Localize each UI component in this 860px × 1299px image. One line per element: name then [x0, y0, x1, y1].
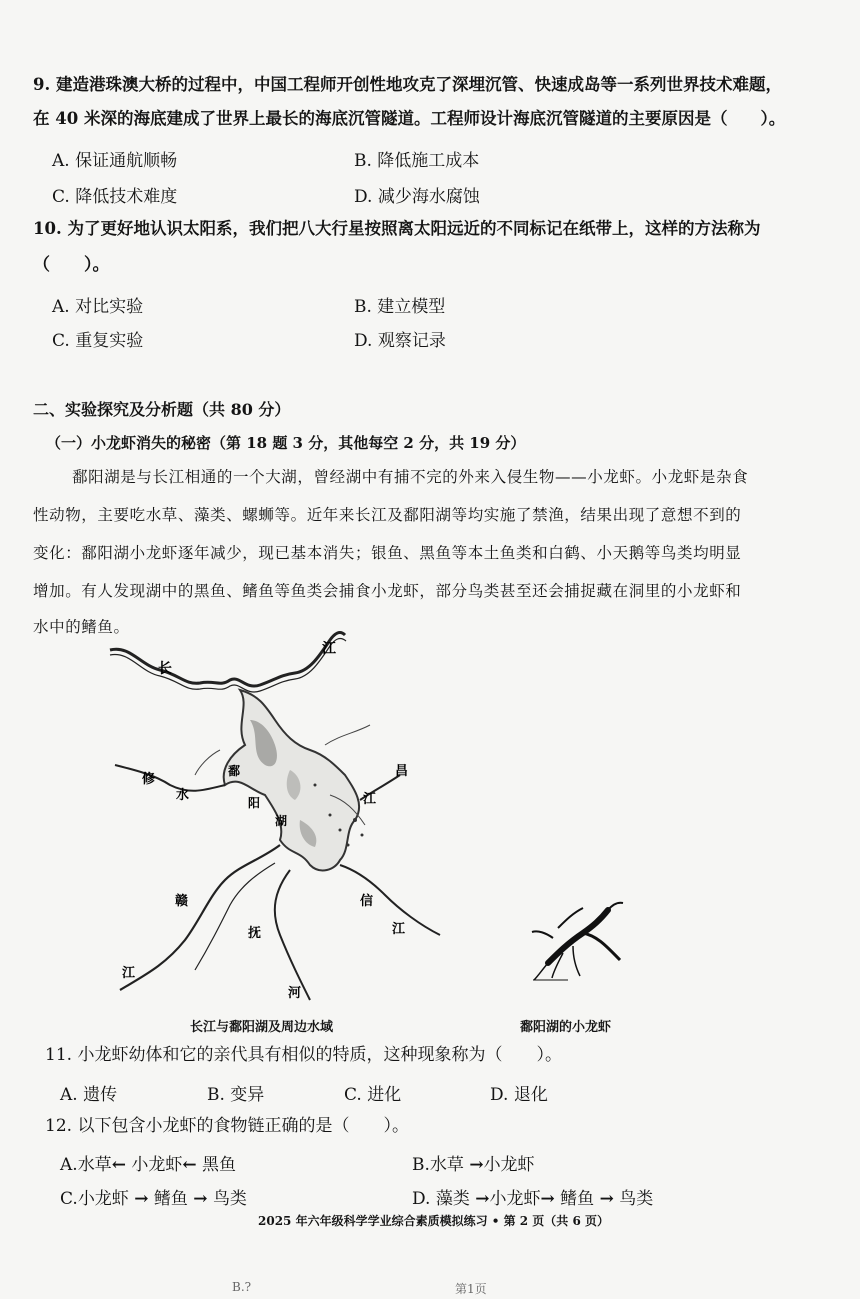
xinjiang-river — [340, 865, 440, 935]
map-label-fu: 抚 — [248, 926, 262, 941]
map-label-jiang-xin: 江 — [392, 922, 406, 937]
q10-line2: （ ）。 — [33, 255, 110, 275]
subsection-title: （一）小龙虾消失的秘密（第 18 题 3 分，其他每空 2 分，共 19 分） — [46, 434, 526, 452]
intro-paragraph-line-4: 增加。有人发现湖中的黑鱼、鳍鱼等鱼类会捕食小龙虾，部分鸟类甚至还会捕捉藏在洞里的小龙虾和 — [33, 582, 742, 600]
map-label-xiu: 修 — [142, 772, 156, 787]
xiushui-river — [115, 765, 225, 791]
arrow-left-icon: ← — [111, 1155, 126, 1175]
q11-option-c: C. 进化 — [344, 1085, 402, 1105]
map-label-yang: 阳 — [248, 796, 261, 810]
map-label-he: 河 — [288, 986, 302, 1001]
q10-option-c: C. 重复实验 — [52, 331, 144, 351]
map-label-hu: 湖 — [275, 814, 288, 828]
arrow-right-icon: → — [134, 1189, 149, 1209]
q10-option-b: B. 建立模型 — [354, 297, 446, 317]
arrow-right-icon: → — [540, 1189, 555, 1209]
map-label-chang-east: 昌 — [395, 764, 409, 779]
crayfish-caption: 鄱阳湖的小龙虾 — [520, 1020, 612, 1035]
intro-paragraph-line-5: 水中的鳍鱼。 — [33, 618, 130, 636]
map-label-jiang-top: 江 — [322, 641, 336, 657]
yangtze-poyang-map — [100, 625, 480, 1015]
arrow-right-icon: → — [599, 1189, 614, 1209]
page-footer: 2025 年六年级科学学业综合素质模拟练习 • 第 2 页（共 6 页） — [258, 1214, 610, 1228]
crayfish-image — [528, 898, 628, 983]
map-label-po: 鄱 — [228, 764, 241, 778]
map-label-gan: 赣 — [175, 894, 189, 909]
q9-line1: 9. 建造港珠澳大桥的过程中，中国工程师开创性地攻克了深埋沉管、快速成岛等一系列世界技术难题， — [33, 75, 782, 94]
intro-paragraph-line-1: 鄱阳湖是与长江相通的一个大湖，曾经湖中有捕不完的外来入侵生物——小龙虾。小龙虾是杂食 — [72, 468, 749, 486]
bottom-mark-left: B.? — [232, 1280, 252, 1294]
q12-option-c: C.小龙虾 → 鳍鱼 → 鸟类 — [60, 1189, 247, 1209]
q9-option-b: B. 降低施工成本 — [354, 151, 480, 171]
q10-option-d: D. 观察记录 — [354, 331, 446, 351]
q9-option-a: A. 保证通航顺畅 — [52, 151, 178, 171]
q10-option-a: A. 对比实验 — [52, 297, 144, 317]
q11-option-d: D. 退化 — [490, 1085, 548, 1105]
map-label-chang: 长 — [158, 661, 172, 677]
q11-option-b: B. 变异 — [207, 1085, 265, 1105]
q11-text: 11. 小龙虾幼体和它的亲代具有相似的特质，这种现象称为（ ）。 — [45, 1045, 562, 1065]
map-label-xin: 信 — [360, 894, 374, 909]
fuhe-river — [275, 870, 310, 1000]
bottom-mark-right: 第1页 — [455, 1282, 487, 1296]
arrow-right-icon: → — [469, 1155, 484, 1175]
arrow-right-icon: → — [475, 1189, 490, 1209]
intro-paragraph-line-2: 性动物，主要吃水草、藻类、螺蛳等。近年来长江及鄱阳湖等均实施了禁渔，结果出现了意想不到的 — [33, 506, 742, 524]
section-title: 二、实验探究及分析题（共 80 分） — [33, 400, 291, 419]
map-caption: 长江与鄱阳湖及周边水域 — [190, 1020, 334, 1035]
q10-line1: 10. 为了更好地认识太阳系，我们把八大行星按照离太阳远近的不同标记在纸带上，这样的方法称为 — [33, 219, 761, 238]
intro-paragraph-line-3: 变化：鄱阳湖小龙虾逐年减少，现已基本消失；银鱼、黑鱼等本土鱼类和白鹤、小天鹅等鸟类均明显 — [33, 544, 742, 562]
q12-text: 12. 以下包含小龙虾的食物链正确的是（ ）。 — [45, 1116, 409, 1136]
q12-option-b: B.水草 →小龙虾 — [412, 1155, 535, 1175]
q9-line2: 在 40 米深的海底建成了世界上最长的海底沉管隧道。工程师设计海底沉管隧道的主要原因是（ ）。 — [33, 109, 786, 128]
q11-option-a: A. 遗传 — [60, 1085, 118, 1105]
q9-option-d: D. 减少海水腐蚀 — [354, 187, 480, 207]
q12-option-a: A.水草← 小龙虾← 黑鱼 — [60, 1155, 236, 1175]
ganjiang-river — [120, 845, 280, 990]
arrow-left-icon: ← — [182, 1155, 197, 1175]
q9-option-c: C. 降低技术难度 — [52, 187, 178, 207]
yangtze-river — [110, 633, 345, 687]
map-label-jiang-sw: 江 — [122, 966, 136, 981]
map-label-shui: 水 — [176, 788, 190, 803]
q12-option-d: D. 藻类 →小龙虾→ 鳍鱼 → 鸟类 — [412, 1189, 654, 1209]
arrow-right-icon: → — [193, 1189, 208, 1209]
map-label-jiang-east: 江 — [363, 792, 377, 807]
